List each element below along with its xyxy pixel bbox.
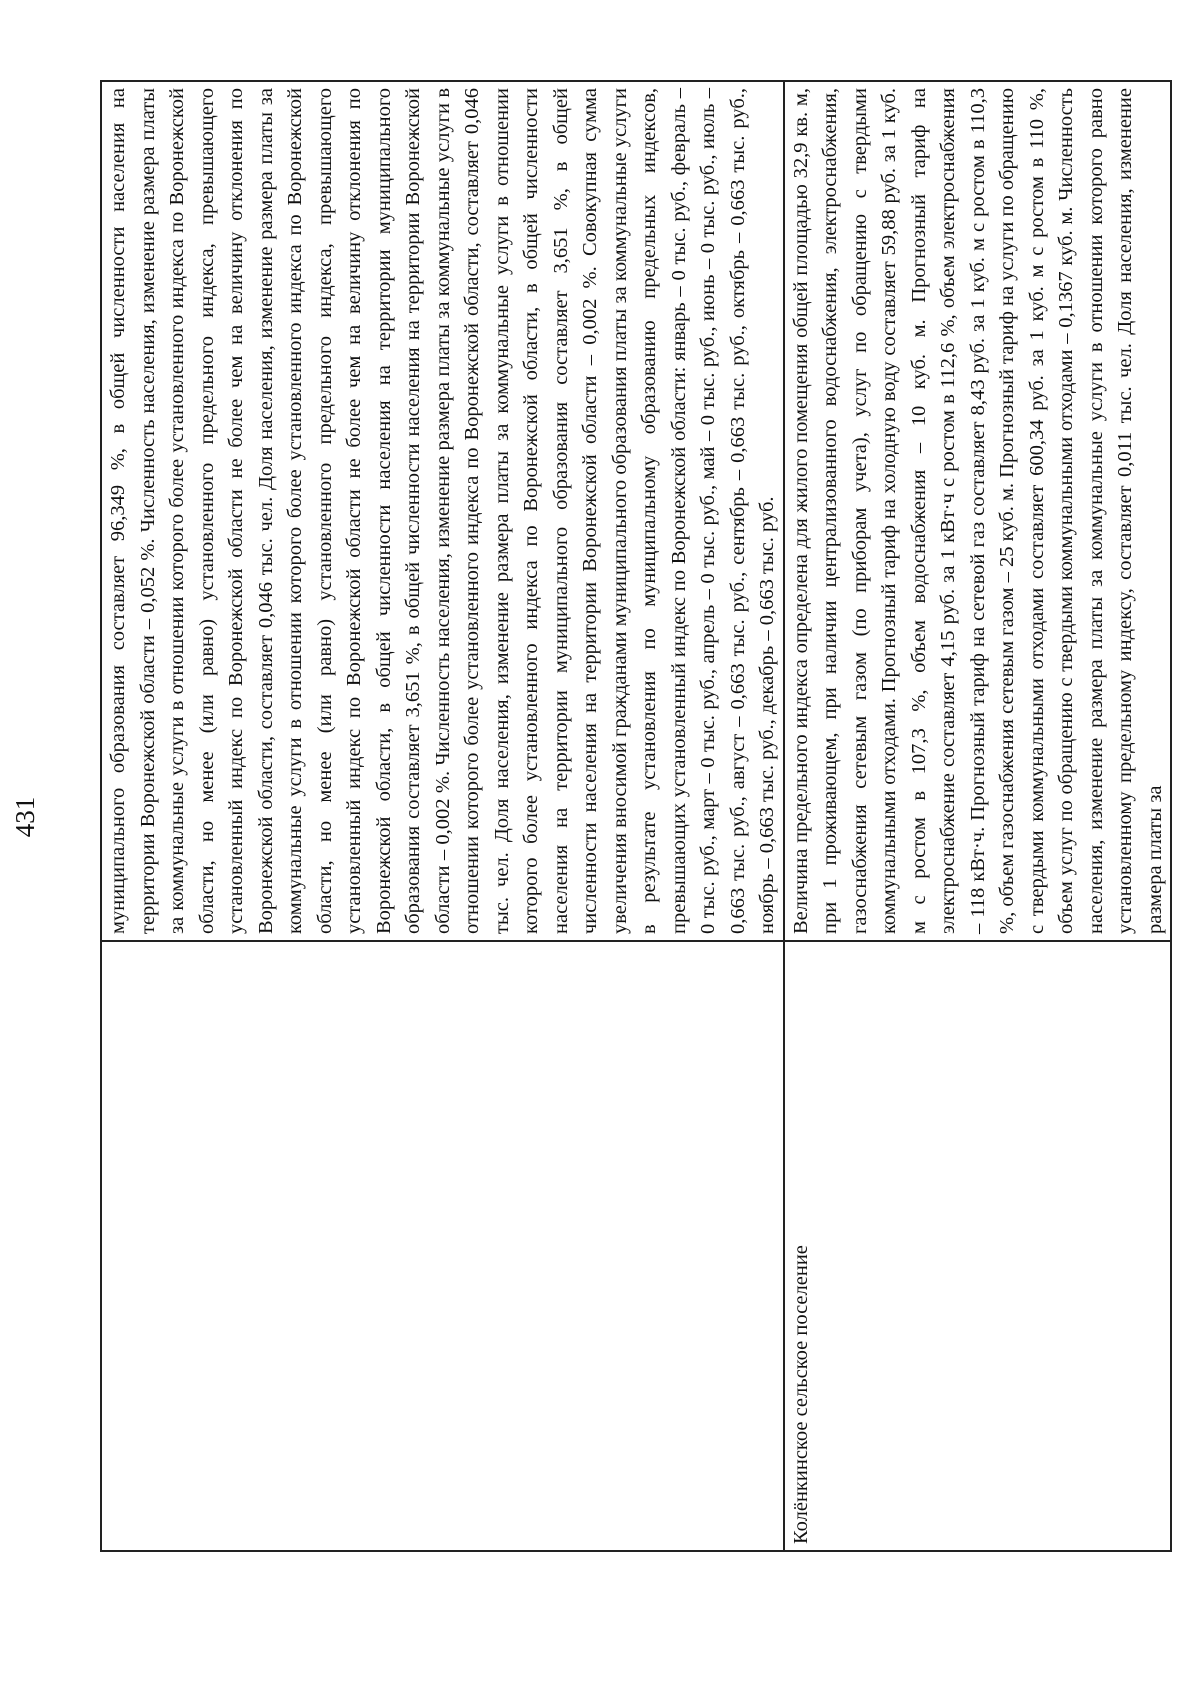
page-number: 431 <box>10 796 40 838</box>
rotated-page <box>10 82 1166 1552</box>
description-cell: муниципального образования составляет 96,349 %, в общей численности населения на территории Воронежской области – 0,052 %. Численность населения, изменение размера платы за коммунальные услуги в отношении которого более установленного индекса по Воронежской области, но менее (или равно) установленного предельного индекса, превышающего установленный индекс по Воронежской области не более чем на величину отклонения по Воронежской области, составляет 0,046 тыс. чел. Доля населения, изменение размера платы за коммунальные услуги в отношении которого более установленного индекса по Воронежской области, но менее (или равно) установленного предельного индекса, превышающего установленный индекс по Воронежской области не более чем на величину отклонения по Воронежской области, в общей численности населения на территории муниципального образования составляет 3,651 %, в общей численности населения на территории Воронежской области – 0,002 %. Численность населения, изменение размера платы за коммунальные услуги в отношении которого более установленного индекса по Воронежской области, составляет 0,046 тыс. чел. Доля населения, изменение размера платы за коммунальные услуги в отношении которого более установленного индекса по Воронежской области, в общей численности населения на территории муниципального образования составляет 3,651 %, в общей численности населения на территории Воронежской области – 0,002 %. Совокупная сумма увеличения вносимой гражданами муниципального образования платы за коммунальные услуги в результате установления по муниципальному образованию предельных индексов, превышающих установленный индекс по Воронежской области: январь – 0 тыс. руб., февраль – 0 тыс. руб., март – 0 тыс. руб., апрель – 0 тыс. руб., май – 0 тыс. руб., июнь – 0 тыс. руб., июль – 0,663 тыс. руб., август – 0,663 тыс. руб., сентябрь – 0,663 тыс. руб., октябрь – 0,663 тыс. руб., ноябрь – 0,663 тыс. руб., декабрь – 0,663 тыс. руб. <box>101 81 784 941</box>
municipality-cell: Колёнкинское сельское поселение <box>784 941 1172 1551</box>
description-cell: Величина предельного индекса определена для жилого помещения общей площадью 32,9 кв. м, при 1 проживающем, при наличии централизованного водоснабжения, электроснабжения, газоснабжения сетевым газом (по приборам учета), услуг по обращению с твердыми коммунальными отходами. Прогнозный тариф на холодную воду составляет 59,88 руб. за 1 куб. м с ростом в 107,3 %, объем водоснабжения – 10 куб. м. Прогнозный тариф на электроснабжение составляет 4,15 руб. за 1 кВт·ч с ростом в 112,6 %, объем электроснабжения – 118 кВт·ч. Прогнозный тариф на сетевой газ составляет 8,43 руб. за 1 куб. м с ростом в 110,3 %, объем газоснабжения сетевым газом – 25 куб. м. Прогнозный тариф на услуги по обращению с твердыми коммунальными отходами составляет 600,34 руб. за 1 куб. м с ростом в 110 %, объем услуг по обращению с твердыми коммунальными отходами – 0,1367 куб. м. Численность населения, изменение размера платы за коммунальные услуги в отношении которого равно установленному предельному индексу, составляет 0,011 тыс. чел. Доля населения, изменение размера платы за <box>784 81 1172 941</box>
table-row <box>784 81 1172 1551</box>
municipality-cell <box>101 941 784 1551</box>
tariff-table <box>100 80 1172 1552</box>
table-row <box>101 81 784 1551</box>
